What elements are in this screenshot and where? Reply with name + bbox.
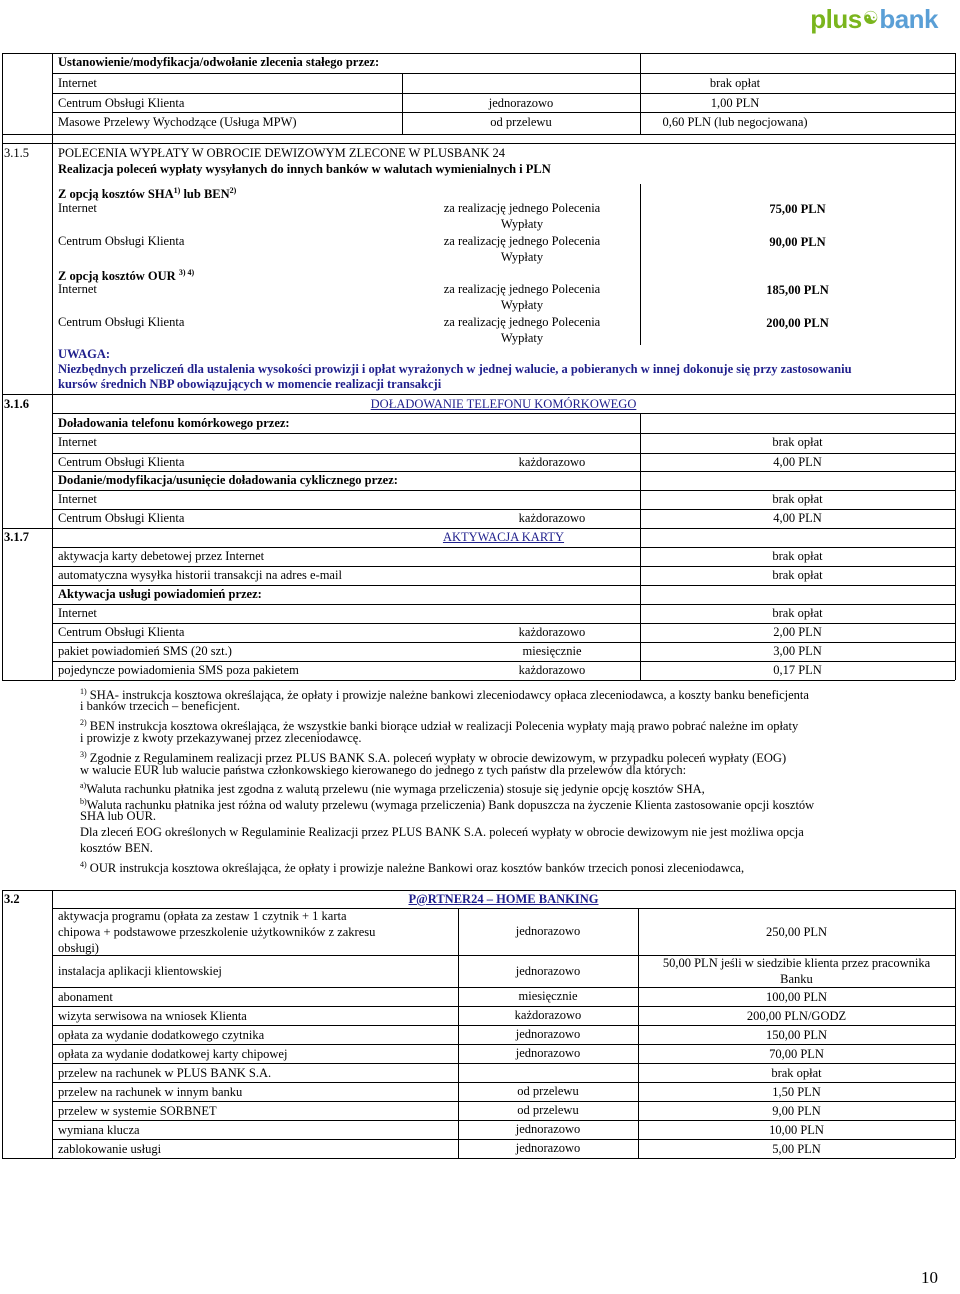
row-label: automatyczna wysyłka historii transakcji na adres e-mail — [58, 568, 342, 582]
row-label: abonament — [58, 990, 113, 1004]
table-rule — [2, 134, 955, 135]
row-fee: 185,00 PLN — [766, 283, 829, 297]
table-rule — [52, 642, 955, 643]
table-rule — [52, 1044, 955, 1045]
row-mode: Wypłaty — [500, 298, 544, 312]
table-rule — [2, 890, 955, 891]
page-number: 10 — [921, 1268, 938, 1287]
row-fee: brak opłat — [772, 435, 823, 449]
row-label: Internet — [58, 201, 97, 215]
row-label: zablokowanie usługi — [58, 1142, 162, 1156]
row-mode: za realizację jednego Polecenia — [443, 282, 601, 296]
table-rule — [52, 623, 955, 624]
table-column-rule — [2, 53, 3, 680]
table-rule — [52, 453, 955, 454]
row-fee: brak opłat — [771, 1066, 822, 1080]
row-label: Centrum Obsługi Klienta — [58, 315, 185, 329]
table-rule — [2, 680, 955, 681]
subsection-title: Aktywacja usługi powiadomień przez: — [58, 587, 262, 601]
row-mode: za realizację jednego Polecenia — [443, 315, 601, 329]
table-column-rule — [52, 890, 53, 1158]
row-mode: miesięcznie — [518, 989, 578, 1003]
row-fee: 1,50 PLN — [772, 1085, 821, 1099]
row-label: przelew w systemie SORBNET — [58, 1104, 217, 1118]
footnote-3a: $^{a)}$Waluta rachunku płatnika jest zgodna z walutą przelewu (nie wymaga przeliczenia) stosuje się jedynie opcję kosztów SHA, — [80, 781, 705, 796]
note-text: Niezbędnych przeliczeń dla ustalenia wysokości prowizji i opłat wyrażonych w jednej walucie, a pobieranych w innej dokonuje się przy zastosowaniu — [58, 362, 852, 376]
row-label: chipowa + podstawowe przeszkolenie użytkowników z zakresu — [58, 925, 376, 939]
table-rule — [52, 471, 955, 472]
row-label: pakiet powiadomień SMS (20 szt.) — [58, 644, 232, 658]
table-rule — [52, 1082, 955, 1083]
table-rule — [52, 547, 955, 548]
table-rule — [52, 413, 955, 414]
row-label: aktywacja karty debetowej przez Internet — [58, 549, 265, 563]
row-fee: 4,00 PLN — [773, 511, 822, 525]
row-mode: każdorazowo — [518, 625, 586, 639]
row-label: przelew na rachunek w innym banku — [58, 1085, 243, 1099]
row-fee: brak opłat — [772, 606, 823, 620]
row-label: pojedyncze powiadomienia SMS poza pakietem — [58, 663, 299, 677]
row-mode: jednorazowo — [515, 1027, 581, 1041]
table-column-rule — [955, 53, 956, 680]
section-title: DOŁADOWANIE TELEFONU KOMÓRKOWEGO — [370, 397, 637, 411]
row-fee: 75,00 PLN — [769, 202, 826, 216]
row-fee: 2,00 PLN — [773, 625, 822, 639]
subsection-title: Dodanie/modyfikacja/usunięcie doładowania cyklicznego przez: — [58, 473, 398, 487]
section-title: AKTYWACJA KARTY — [442, 530, 565, 544]
table-column-rule — [640, 53, 641, 134]
row-fee: 1,00 PLN — [710, 96, 760, 110]
table-rule — [52, 1120, 955, 1121]
subsection-title: Doładowania telefonu komórkowego przez: — [58, 416, 290, 430]
table-rule — [52, 1063, 955, 1064]
table-rule — [2, 53, 955, 54]
row-fee: 150,00 PLN — [765, 1028, 828, 1042]
table-rule — [52, 1139, 955, 1140]
row-label: Centrum Obsługi Klienta — [58, 96, 185, 110]
section-number: 3.1.5 — [4, 146, 29, 160]
row-fee: 10,00 PLN — [769, 1123, 824, 1137]
table-column-rule — [955, 890, 956, 1158]
row-label: przelew na rachunek w PLUS BANK S.A. — [58, 1066, 272, 1080]
table-rule — [52, 585, 955, 586]
section-number: 3.1.7 — [4, 530, 29, 544]
row-mode: miesięcznie — [522, 644, 582, 658]
section-title: P@RTNER24 – HOME BANKING — [408, 892, 599, 906]
row-fee: 3,00 PLN — [773, 644, 822, 658]
table-rule — [52, 112, 955, 113]
section-number: 3.1.6 — [4, 397, 29, 411]
section-subtitle: Realizacja poleceń wypłaty wysyłanych do innych banków w walutach wymienialnych i PLN — [58, 162, 551, 176]
row-mode: jednorazowo — [515, 1141, 581, 1155]
table-rule — [52, 1101, 955, 1102]
table-rule — [52, 490, 955, 491]
plusbank-logo: plus☯bank — [810, 4, 938, 34]
table-rule — [52, 93, 955, 94]
footnote-3b-cont: SHA lub OUR. — [80, 809, 157, 823]
row-mode: od przelewu — [490, 115, 552, 129]
row-fee: 100,00 PLN — [765, 990, 828, 1004]
section-title: POLECENIA WYPŁATY W OBROCIE DEWIZOWYM ZLECONE W PLUSBANK 24 — [58, 146, 505, 160]
row-mode: od przelewu — [517, 1084, 579, 1098]
row-fee: 200,00 PLN — [766, 316, 829, 330]
note-heading: UWAGA: — [58, 347, 111, 361]
table-rule — [52, 1006, 955, 1007]
row-label: Centrum Obsługi Klienta — [58, 234, 185, 248]
row-label: Centrum Obsługi Klienta — [58, 511, 185, 525]
row-mode: każdorazowo — [518, 455, 586, 469]
row-mode: każdorazowo — [518, 663, 586, 677]
row-mode: Wypłaty — [500, 250, 544, 264]
table-rule — [52, 433, 955, 434]
row-mode: za realizację jednego Polecenia — [443, 234, 601, 248]
table-column-rule — [402, 73, 403, 134]
footnote-2-cont: i prowizje z kwoty przekazywanej przez zleceniodawcę. — [80, 731, 362, 745]
table-rule — [52, 73, 955, 74]
row-fee: 5,00 PLN — [772, 1142, 821, 1156]
row-fee: 70,00 PLN — [769, 1047, 824, 1061]
footnote-3c-cont: kosztów BEN. — [80, 841, 153, 855]
row-label: Centrum Obsługi Klienta — [58, 625, 185, 639]
row-fee: 9,00 PLN — [772, 1104, 821, 1118]
row-label: wymiana klucza — [58, 1123, 140, 1137]
row-mode: za realizację jednego Polecenia — [443, 201, 601, 215]
table-rule — [52, 566, 955, 567]
row-fee: 4,00 PLN — [773, 455, 822, 469]
table-column-rule — [640, 413, 641, 680]
row-label: Internet — [58, 282, 97, 296]
table-rule — [52, 661, 955, 662]
table-rule — [52, 987, 955, 988]
row-fee: 0,60 PLN (lub negocjowana) — [662, 115, 808, 129]
row-fee: brak opłat — [709, 76, 761, 90]
section-title: Ustanowienie/modyfikacja/odwołanie zlecenia stałego przez: — [58, 55, 380, 69]
row-label: Internet — [58, 435, 97, 449]
row-label: aktywacja programu (opłata za zestaw 1 czytnik + 1 karta — [58, 909, 347, 923]
footnote-3b: $^{b)}$Waluta rachunku płatnika jest różna od waluty przelewu (wymaga przeliczenia) Bank dopuszcza na życzenie Klienta zastosowanie opcji kosztów — [80, 797, 815, 812]
row-label: Internet — [58, 606, 97, 620]
row-fee: Banku — [780, 972, 813, 986]
row-label: opłata za wydanie dodatkowego czytnika — [58, 1028, 265, 1042]
row-fee: brak opłat — [772, 492, 823, 506]
row-mode: jednorazowo — [515, 964, 581, 978]
row-fee: brak opłat — [772, 549, 823, 563]
row-mode: jednorazowo — [515, 1122, 581, 1136]
section-number: 3.2 — [4, 892, 20, 906]
table-rule — [2, 1158, 955, 1159]
row-label: wizyta serwisowa na wniosek Klienta — [58, 1009, 247, 1023]
row-fee: 200,00 PLN/GODZ — [746, 1009, 847, 1023]
row-mode: każdorazowo — [514, 1008, 582, 1022]
row-fee: 250,00 PLN — [765, 925, 828, 939]
table-rule — [52, 604, 955, 605]
table-rule — [52, 509, 955, 510]
table-rule — [2, 143, 955, 144]
footnote-2: $^{2)}$ BEN instrukcja kosztowa określająca, że wszystkie banki biorące udział w realizacji Polecenia wypłaty mają prawo pobrać należne im opłaty — [80, 718, 799, 733]
table-rule — [2, 394, 955, 395]
table-rule — [2, 528, 955, 529]
table-rule — [52, 1025, 955, 1026]
footnote-1-cont: i banków trzecich – beneficjent. — [80, 699, 240, 713]
note-text: kursów średnich NBP obowiązujących w momencie realizacji transakcji — [58, 377, 442, 391]
table-column-rule — [640, 184, 641, 345]
row-fee: 0,17 PLN — [773, 663, 822, 677]
our-heading: Z opcją kosztów OUR $^{3) 4)}$ — [58, 268, 195, 283]
footnote-1: $^{1)}$ SHA- instrukcja kosztowa określająca, że opłaty i prowizje należne bankowi zleceniodawcy opłaca zleceniodawca, a koszty banku beneficjenta — [80, 687, 809, 702]
footnote-4: $^{4)}$ OUR instrukcja kosztowa określająca, że opłaty i prowizje należne Bankowi oraz kosztów banków trzecich ponosi zleceniodawca, — [80, 860, 745, 875]
row-label: obsługi) — [58, 941, 99, 955]
row-label: Centrum Obsługi Klienta — [58, 455, 185, 469]
row-fee: 50,00 PLN jeśli w siedzibie klienta przez pracownika — [662, 956, 931, 970]
row-mode: jednorazowo — [515, 924, 581, 938]
row-label: opłata za wydanie dodatkowej karty chipowej — [58, 1047, 288, 1061]
row-mode: Wypłaty — [500, 331, 544, 345]
row-label: Internet — [58, 492, 97, 506]
row-fee: 90,00 PLN — [769, 235, 826, 249]
footnote-3-cont: w walucie EUR lub walucie państwa członkowskiego kierowanego do jednego z tych państw dla przelewów dla których: — [80, 763, 687, 777]
footnote-3: $^{3)}$ Zgodnie z Regulaminem realizacji przez PLUS BANK S.A. poleceń wypłaty w obrocie dewizowym, w przypadku poleceń wypłaty (EOG) — [80, 750, 787, 765]
footnote-3c: Dla zleceń EOG określonych w Regulaminie Realizacji przez PLUS BANK S.A. poleceń wypłaty w obrocie dewizowym nie jest możliwa opcja — [80, 825, 804, 839]
row-label: instalacja aplikacji klientowskiej — [58, 964, 222, 978]
row-mode: jednorazowo — [488, 96, 554, 110]
sha-heading: Z opcją kosztów SHA$^{1)}$ lub BEN$^{2)}$ — [58, 186, 237, 201]
row-label: Internet — [58, 76, 97, 90]
row-mode: każdorazowo — [518, 511, 586, 525]
row-mode: Wypłaty — [500, 217, 544, 231]
row-mode: jednorazowo — [515, 1046, 581, 1060]
table-column-rule — [2, 890, 3, 1158]
row-label: Masowe Przelewy Wychodzące (Usługa MPW) — [58, 115, 297, 129]
row-mode: od przelewu — [517, 1103, 579, 1117]
row-fee: brak opłat — [772, 568, 823, 582]
